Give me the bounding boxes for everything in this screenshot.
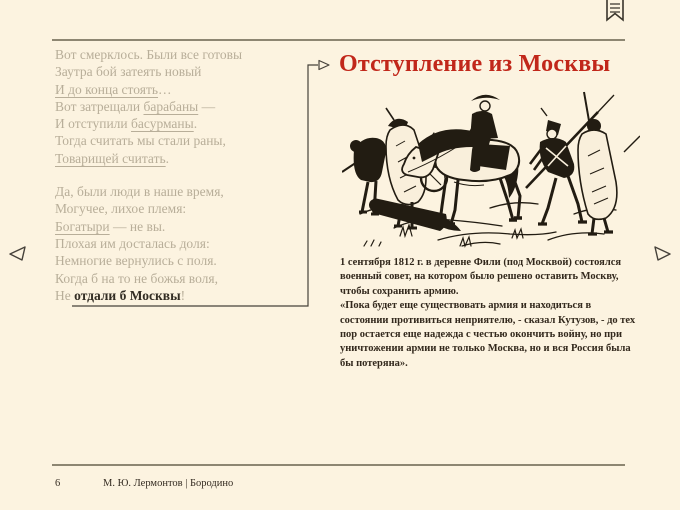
poem-text: Тогда считать мы стали раны, — [55, 133, 226, 149]
chapter-title: Отступление из Москвы — [339, 51, 611, 77]
poem-text: . — [165, 150, 170, 166]
article-paragraph: «Пока будет еще существовать армия и находиться в состоянии противиться неприятелю, - сказал Кутузов, - до тех пор остается еще надежда с честью окончить войну, но при уничтожении армии не только Москва, но и вся Россия была бы потеряна». — [340, 300, 636, 369]
poem-text: . — [193, 116, 198, 132]
poem-text: … — [158, 81, 172, 97]
poem-text: — не вы. — [109, 218, 166, 234]
poem-text: Немногие вернулись с поля. — [55, 253, 217, 269]
article-paragraph: 1 сентября 1812 г. в деревне Фили (под Москвой) состоялся военный совет, на котором было решено оставить Москву, чтобы сохранить армию. — [340, 257, 622, 297]
highlighted-link[interactable]: отдали б Москвы — [74, 287, 181, 303]
top-divider — [52, 39, 625, 41]
poem-text: Заутра бой затеять новый — [55, 64, 202, 80]
glossary-link[interactable]: барабаны — [143, 98, 199, 114]
poem-text: Не — [55, 287, 75, 303]
right-arrow-icon — [655, 247, 670, 260]
next-page-button[interactable] — [650, 243, 674, 267]
poem-text: Плохая им досталась доля: — [55, 235, 210, 251]
connector-arrow-icon — [319, 61, 329, 70]
poem-text: И отступили — [55, 116, 132, 132]
poem-text: Да, были люди в наше время, — [55, 184, 224, 200]
poem-to-title-connector — [70, 56, 340, 312]
contents-bookmark-icon[interactable] — [604, 0, 626, 24]
glossary-link[interactable]: Богатыри — [55, 218, 110, 234]
page-number: 6 — [55, 478, 61, 489]
poem-text: ! — [180, 287, 186, 303]
book-title: М. Ю. Лермонтов | Бородино — [103, 478, 234, 489]
poem-text: Вот затрещали — [55, 98, 144, 114]
glossary-link[interactable]: басурманы — [131, 116, 194, 132]
poem-text: Вот смерклось. Были все готовы — [55, 47, 243, 62]
glossary-link[interactable]: И до конца стоять — [55, 81, 159, 97]
prev-page-button[interactable] — [6, 243, 30, 267]
glossary-link[interactable]: Товарищей считать — [55, 150, 166, 166]
poem-text: Могучее, лихое племя: — [55, 201, 187, 217]
illustration-napoleon-retreat — [342, 86, 640, 254]
poem-text: Когда б на то не божья воля, — [55, 270, 218, 286]
article-text — [340, 256, 640, 371]
poem-text: — — [198, 98, 216, 114]
bottom-divider — [52, 464, 625, 466]
left-arrow-icon — [10, 247, 25, 260]
